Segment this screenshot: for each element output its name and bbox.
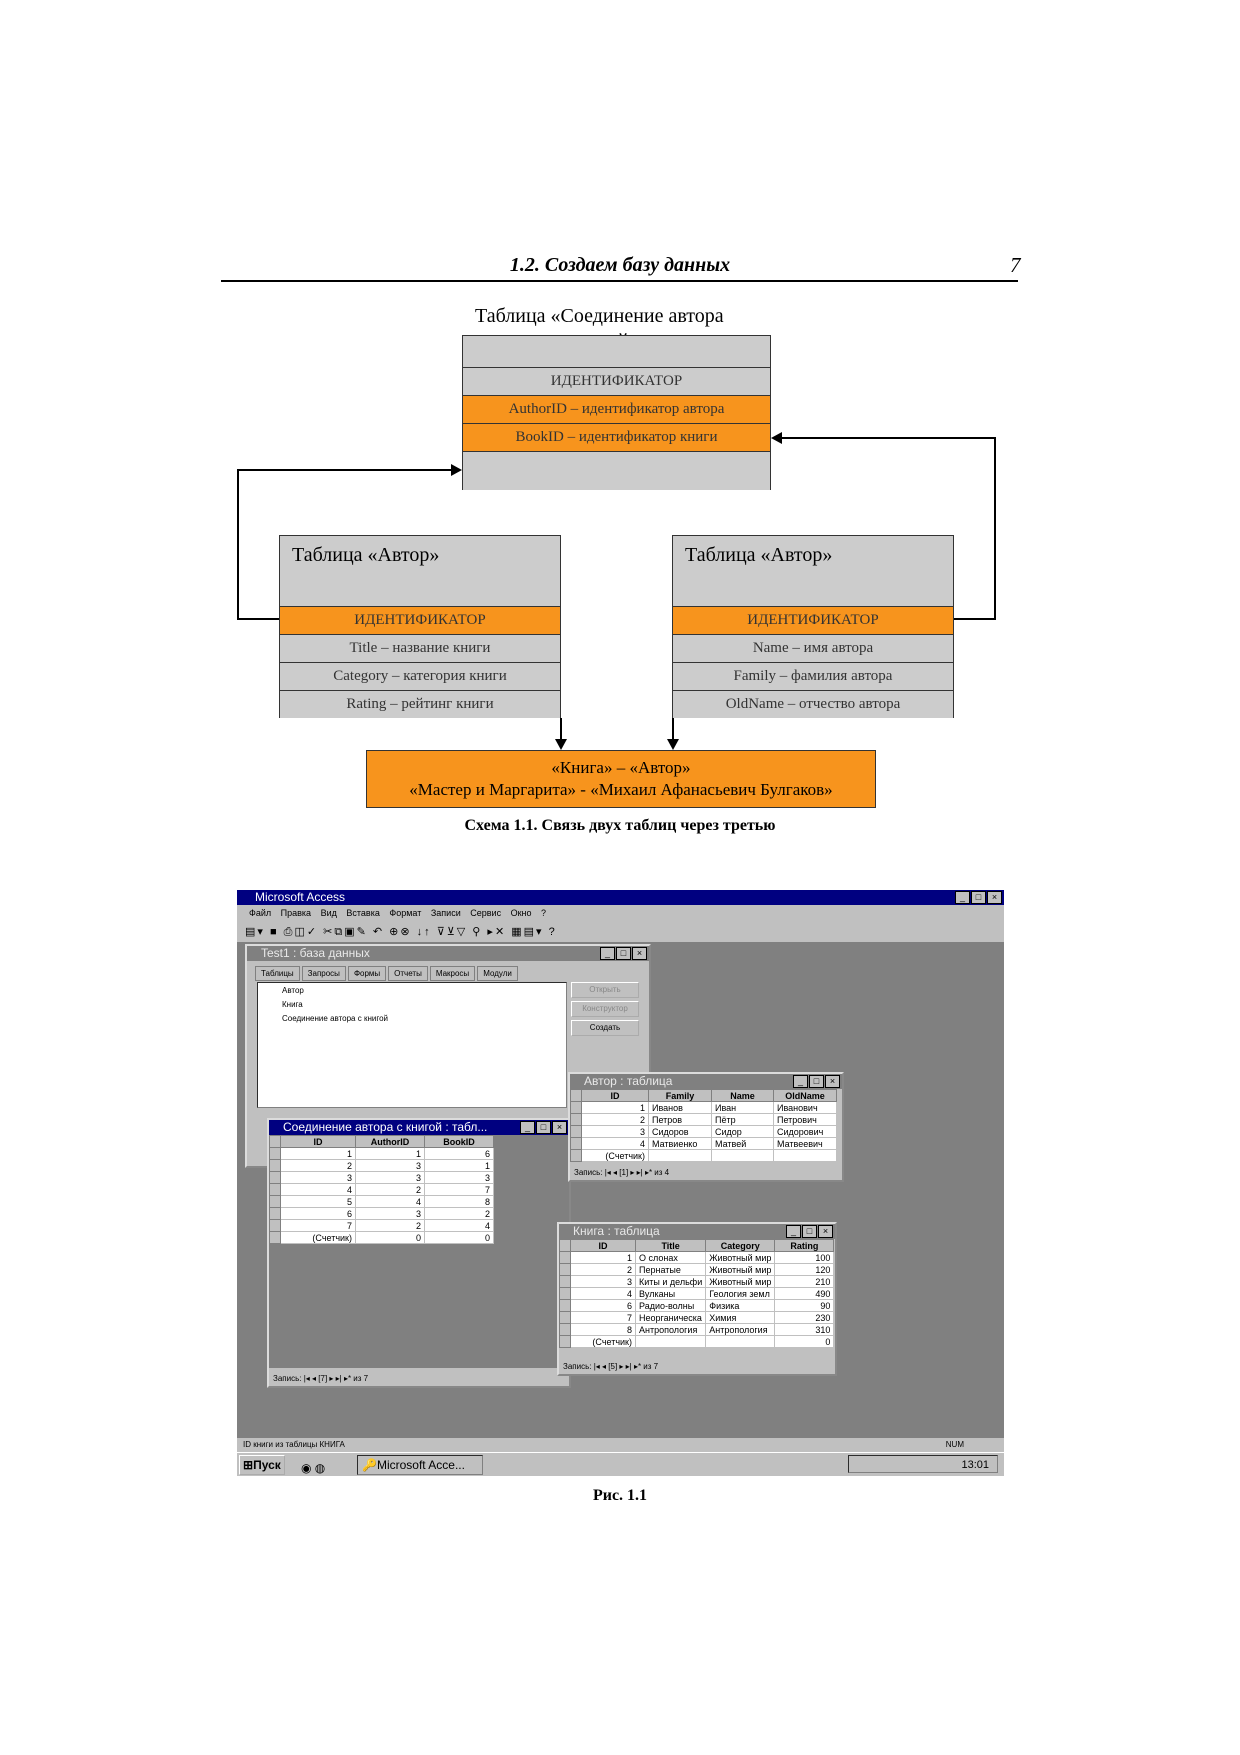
table-cell[interactable]: 0 — [356, 1232, 425, 1244]
table-cell[interactable]: (Счетчик) — [571, 1336, 636, 1348]
start-button[interactable] — [239, 1455, 285, 1475]
table-cell[interactable]: Животный мир — [706, 1252, 775, 1264]
table-cell[interactable]: 1 — [582, 1102, 649, 1114]
result-box — [366, 750, 876, 808]
menu-tools[interactable]: Сервис — [470, 908, 502, 918]
row-selector[interactable] — [571, 1150, 582, 1162]
table-cell[interactable]: 230 — [775, 1312, 834, 1324]
row-selector[interactable] — [560, 1300, 571, 1312]
close-button[interactable]: × — [987, 891, 1002, 904]
app-titlebar — [237, 890, 1004, 905]
table-cell[interactable]: 2 — [582, 1114, 649, 1126]
table-cell[interactable]: Киты и дельфи — [636, 1276, 706, 1288]
table-cell[interactable] — [649, 1150, 712, 1162]
taskbar-access-button[interactable] — [357, 1455, 483, 1475]
col-category[interactable]: Category — [706, 1240, 775, 1252]
left-table-rating-row: Rating – рейтинг книги — [280, 690, 560, 718]
author-max-button[interactable]: □ — [809, 1075, 824, 1088]
table-row[interactable] — [571, 1138, 837, 1150]
page-number: 7 — [1010, 253, 1021, 277]
list-item-link[interactable]: Соединение автора с книгой — [282, 1014, 388, 1023]
table-cell[interactable]: 5 — [281, 1196, 356, 1208]
table-cell[interactable]: 4 — [425, 1220, 494, 1232]
row-selector[interactable] — [560, 1252, 571, 1264]
col-name[interactable]: Name — [712, 1090, 774, 1102]
author-window — [568, 1072, 844, 1182]
connector-left-top — [237, 469, 451, 471]
right-table-family-row: Family – фамилия автора — [673, 662, 953, 690]
table-cell[interactable]: 7 — [571, 1312, 636, 1324]
table-cell[interactable]: Животный мир — [706, 1276, 775, 1288]
connector-right-bottom — [954, 618, 996, 620]
author-min-button[interactable]: _ — [793, 1075, 808, 1088]
windows-logo-icon: ⊞ — [243, 1458, 254, 1472]
col-id[interactable]: ID — [281, 1136, 356, 1148]
connector-right-top — [782, 437, 996, 439]
table-row[interactable] — [571, 1150, 837, 1162]
table-cell[interactable]: Матвей — [712, 1138, 774, 1150]
table-cell[interactable]: Антропология — [636, 1324, 706, 1336]
system-tray — [848, 1455, 998, 1473]
table-cell[interactable]: О слонах — [636, 1252, 706, 1264]
nav-label: Запись: — [563, 1362, 592, 1371]
link-table-box — [462, 335, 771, 490]
row-selector[interactable] — [270, 1172, 281, 1184]
left-table-title-row: Title – название книги — [280, 634, 560, 662]
right-table-oldname-row: OldName – отчество автора — [673, 690, 953, 718]
table-row[interactable] — [270, 1208, 494, 1220]
table-cell[interactable]: 1 — [425, 1160, 494, 1172]
table-cell[interactable]: Животный мир — [706, 1264, 775, 1276]
nav-label: Запись: — [574, 1168, 603, 1177]
link-table-empty-row — [463, 451, 770, 490]
table-cell[interactable]: Физика — [706, 1300, 775, 1312]
quicklaunch-icons[interactable]: ◉ ◍ — [301, 1461, 326, 1475]
table-cell[interactable]: 2 — [281, 1160, 356, 1172]
table-row[interactable] — [270, 1160, 494, 1172]
table-row[interactable] — [560, 1312, 834, 1324]
table-cell[interactable]: 6 — [571, 1300, 636, 1312]
table-cell[interactable]: (Счетчик) — [582, 1150, 649, 1162]
table-cell[interactable]: 6 — [425, 1148, 494, 1160]
col-id[interactable]: ID — [582, 1090, 649, 1102]
tab-modules[interactable]: Модули — [477, 966, 518, 981]
table-row[interactable] — [560, 1288, 834, 1300]
table-cell[interactable]: 310 — [775, 1324, 834, 1336]
table-row[interactable] — [571, 1126, 837, 1138]
table-cell[interactable]: Матвеевич — [774, 1138, 837, 1150]
statusbar — [237, 1438, 1004, 1452]
table-cell[interactable]: 3 — [356, 1160, 425, 1172]
table-row[interactable] — [560, 1300, 834, 1312]
app-title: Microsoft Access — [255, 890, 346, 904]
table-cell[interactable]: 3 — [356, 1172, 425, 1184]
menu-edit[interactable]: Правка — [280, 908, 312, 918]
author-close-button[interactable]: × — [825, 1075, 840, 1088]
table-cell[interactable] — [712, 1150, 774, 1162]
book-min-button[interactable]: _ — [786, 1225, 801, 1238]
link-window-title: Соединение автора с книгой : табл... — [269, 1120, 569, 1135]
arrow-to-authorid — [451, 464, 462, 476]
row-selector[interactable] — [270, 1160, 281, 1172]
connector-right-down — [672, 718, 674, 739]
list-item-book[interactable]: Книга — [282, 1000, 303, 1009]
table-cell[interactable]: 90 — [775, 1300, 834, 1312]
start-label: Пуск — [253, 1458, 281, 1472]
arrow-left-down — [555, 739, 567, 750]
table-cell[interactable]: Антропология — [706, 1324, 775, 1336]
table-row[interactable] — [270, 1220, 494, 1232]
right-table-name-row: Name – имя автора — [673, 634, 953, 662]
table-cell[interactable]: 7 — [425, 1184, 494, 1196]
table-cell[interactable] — [636, 1336, 706, 1348]
maximize-button[interactable]: □ — [971, 891, 986, 904]
book-window — [557, 1222, 837, 1376]
running-header-title: 1.2. Создаем базу данных — [509, 254, 731, 276]
nav-label: Запись: — [273, 1374, 302, 1383]
right-table-id-row: ИДЕНТИФИКАТОР — [673, 606, 953, 634]
table-cell[interactable]: Геология земл — [706, 1288, 775, 1300]
row-selector[interactable] — [560, 1312, 571, 1324]
table-cell[interactable]: 2 — [571, 1264, 636, 1276]
table-cell[interactable]: Радио-волны — [636, 1300, 706, 1312]
open-button[interactable]: Открыть — [571, 982, 639, 998]
link-max-button[interactable]: □ — [536, 1121, 551, 1134]
table-cell[interactable]: 0 — [425, 1232, 494, 1244]
table-cell[interactable]: 7 — [281, 1220, 356, 1232]
left-table-box — [279, 535, 561, 718]
table-cell[interactable]: Вулканы — [636, 1288, 706, 1300]
book-max-button[interactable]: □ — [802, 1225, 817, 1238]
table-cell[interactable]: 490 — [775, 1288, 834, 1300]
nav-current[interactable]: 1 — [621, 1168, 626, 1177]
table-cell[interactable]: Матвиенко — [649, 1138, 712, 1150]
db-close-button[interactable]: × — [632, 947, 647, 960]
connector-left-down — [560, 718, 562, 739]
row-selector[interactable] — [270, 1184, 281, 1196]
menu-insert[interactable]: Вставка — [346, 908, 380, 918]
menu-format[interactable]: Формат — [389, 908, 422, 918]
link-table-id-row: ИДЕНТИФИКАТОР — [463, 367, 770, 395]
access-screenshot — [237, 890, 1004, 1476]
table-cell[interactable]: 2 — [356, 1184, 425, 1196]
row-selector[interactable] — [560, 1324, 571, 1336]
clock: 13:01 — [961, 1459, 989, 1471]
col-id[interactable]: ID — [571, 1240, 636, 1252]
table-cell[interactable]: Иванович — [774, 1102, 837, 1114]
table-cell[interactable] — [774, 1150, 837, 1162]
table-cell[interactable]: 2 — [425, 1208, 494, 1220]
menu-file[interactable]: Файл — [249, 908, 272, 918]
table-cell[interactable]: (Счетчик) — [281, 1232, 356, 1244]
toolbar — [237, 921, 1004, 943]
taskbar — [237, 1452, 1004, 1476]
link-close-button[interactable]: × — [552, 1121, 567, 1134]
table-row[interactable] — [571, 1114, 837, 1126]
connector-left-vertical — [237, 469, 239, 619]
book-grid — [559, 1239, 834, 1348]
table-cell[interactable]: 210 — [775, 1276, 834, 1288]
table-cell[interactable]: Сидорович — [774, 1126, 837, 1138]
table-row[interactable] — [270, 1148, 494, 1160]
status-num: NUM — [945, 1440, 964, 1449]
table-list — [257, 982, 567, 1108]
table-cell[interactable]: 1 — [356, 1148, 425, 1160]
table-row[interactable] — [270, 1172, 494, 1184]
table-cell[interactable]: 1 — [571, 1252, 636, 1264]
table-cell[interactable]: 100 — [775, 1252, 834, 1264]
task-label: Microsoft Acce... — [376, 1458, 465, 1472]
right-table-title: Таблица «Автор» — [685, 544, 833, 566]
row-selector[interactable] — [571, 1102, 582, 1114]
result-line2: «Мастер и Маргарита» - «Михаил Афанасьевич Булгаков» — [409, 780, 833, 799]
table-cell[interactable] — [706, 1336, 775, 1348]
nav-total: из 7 — [643, 1362, 659, 1371]
table-cell[interactable]: 3 — [582, 1126, 649, 1138]
tab-reports[interactable]: Отчеты — [388, 966, 428, 981]
table-cell[interactable]: 6 — [281, 1208, 356, 1220]
table-row[interactable] — [270, 1196, 494, 1208]
header-rule — [221, 280, 1018, 282]
table-cell[interactable]: Иван — [712, 1102, 774, 1114]
result-line1: «Книга» – «Автор» — [551, 758, 691, 777]
table-cell[interactable]: Неорганическа — [636, 1312, 706, 1324]
table-cell[interactable]: 8 — [571, 1324, 636, 1336]
table-cell[interactable]: 1 — [281, 1148, 356, 1160]
author-window-title: Автор : таблица — [570, 1074, 842, 1089]
col-bookid[interactable]: BookID — [425, 1136, 494, 1148]
link-table-bookid-row: BookID – идентификатор книги — [463, 423, 770, 451]
link-grid — [269, 1135, 494, 1244]
menu-view[interactable]: Вид — [320, 908, 337, 918]
row-selector[interactable] — [571, 1114, 582, 1126]
table-cell[interactable]: Сидоров — [649, 1126, 712, 1138]
left-table-id-row: ИДЕНТИФИКАТОР — [280, 606, 560, 634]
tab-queries[interactable]: Запросы — [302, 966, 346, 981]
tab-forms[interactable]: Формы — [348, 966, 386, 981]
connector-left-bottom — [237, 618, 279, 620]
table-cell[interactable]: 3 — [571, 1276, 636, 1288]
author-grid — [570, 1089, 837, 1162]
tab-macros[interactable]: Макросы — [430, 966, 475, 981]
db-min-button[interactable]: _ — [600, 947, 615, 960]
col-title[interactable]: Title — [636, 1240, 706, 1252]
book-close-button[interactable]: × — [818, 1225, 833, 1238]
table-cell[interactable]: Сидор — [712, 1126, 774, 1138]
left-table-category-row: Category – категория книги — [280, 662, 560, 690]
table-cell[interactable]: 3 — [356, 1208, 425, 1220]
nav-total: из 7 — [353, 1374, 369, 1383]
menu-help[interactable]: ? — [541, 908, 547, 918]
toolbar-icons[interactable]: ▤▾ ■ ⎙◫✓ ✂⧉▣✎ ↶ ⊕⊗ ↓↑ ⊽⊻▽ ⚲ ▸✕ ▦▤▾ ? — [245, 926, 557, 938]
table-cell[interactable]: Химия — [706, 1312, 775, 1324]
table-row[interactable] — [560, 1276, 834, 1288]
row-selector[interactable] — [560, 1276, 571, 1288]
table-cell[interactable]: Пернатые — [636, 1264, 706, 1276]
row-selector[interactable] — [270, 1220, 281, 1232]
list-item-author[interactable]: Автор — [282, 986, 304, 995]
access-icon: 🔑 — [362, 1458, 377, 1472]
col-family[interactable]: Family — [649, 1090, 712, 1102]
table-cell[interactable]: 3 — [425, 1172, 494, 1184]
table-row[interactable] — [270, 1184, 494, 1196]
table-cell[interactable]: 0 — [775, 1336, 834, 1348]
row-selector[interactable] — [560, 1288, 571, 1300]
author-record-nav[interactable]: Запись: |◂ ◂ [1] ▸ ▸| ▸* из 4 — [574, 1168, 670, 1177]
row-selector[interactable] — [571, 1138, 582, 1150]
figure-caption: Рис. 1.1 — [592, 1487, 648, 1504]
menu-window[interactable]: Окно — [510, 908, 532, 918]
link-table-title-line1: Таблица «Соединение автора — [475, 305, 724, 327]
nav-current[interactable]: 7 — [320, 1374, 325, 1383]
create-button[interactable]: Создать — [571, 1020, 639, 1036]
menu-records[interactable]: Записи — [430, 908, 461, 918]
db-max-button[interactable]: □ — [616, 947, 631, 960]
table-row[interactable] — [560, 1252, 834, 1264]
db-window-title: Test1 : база данных — [247, 946, 649, 961]
row-selector[interactable] — [270, 1232, 281, 1244]
table-cell[interactable]: 4 — [571, 1288, 636, 1300]
table-cell[interactable]: Иванов — [649, 1102, 712, 1114]
link-table-authorid-row: AuthorID – идентификатор автора — [463, 395, 770, 423]
table-row[interactable] — [560, 1264, 834, 1276]
nav-current[interactable]: 5 — [610, 1362, 615, 1371]
row-selector[interactable] — [270, 1208, 281, 1220]
status-text: ID книги из таблицы КНИГА — [243, 1440, 345, 1449]
link-table-window — [267, 1118, 571, 1388]
table-cell[interactable]: 3 — [281, 1172, 356, 1184]
minimize-button[interactable]: _ — [955, 891, 970, 904]
row-selector[interactable] — [270, 1148, 281, 1160]
scheme-caption: Схема 1.1. Связь двух таблиц через третью — [464, 817, 776, 834]
table-row[interactable] — [560, 1324, 834, 1336]
table-cell[interactable]: 4 — [356, 1196, 425, 1208]
book-window-title: Книга : таблица — [559, 1224, 835, 1239]
connector-right-vertical — [994, 437, 996, 619]
row-selector[interactable] — [560, 1264, 571, 1276]
book-record-nav[interactable]: Запись: |◂ ◂ [5] ▸ ▸| ▸* из 7 — [563, 1362, 659, 1371]
menubar — [237, 905, 1004, 921]
table-cell[interactable]: 4 — [281, 1184, 356, 1196]
col-rating[interactable]: Rating — [775, 1240, 834, 1252]
col-oldname[interactable]: OldName — [774, 1090, 837, 1102]
right-table-box — [672, 535, 954, 718]
table-row[interactable] — [270, 1232, 494, 1244]
left-table-title: Таблица «Автор» — [292, 544, 440, 566]
nav-total: из 4 — [654, 1168, 670, 1177]
table-cell[interactable]: 8 — [425, 1196, 494, 1208]
tab-tables[interactable]: Таблицы — [255, 966, 300, 981]
link-min-button[interactable]: _ — [520, 1121, 535, 1134]
arrow-right-down — [667, 739, 679, 750]
table-cell[interactable]: Петров — [649, 1114, 712, 1126]
table-cell[interactable]: 2 — [356, 1220, 425, 1232]
col-authorid[interactable]: AuthorID — [356, 1136, 425, 1148]
table-cell[interactable]: Петрович — [774, 1114, 837, 1126]
table-cell[interactable]: Пётр — [712, 1114, 774, 1126]
link-record-nav[interactable]: Запись: |◂ ◂ [7] ▸ ▸| ▸* из 7 — [273, 1374, 369, 1383]
row-selector[interactable] — [560, 1336, 571, 1348]
db-tabs — [255, 966, 518, 981]
design-button[interactable]: Конструктор — [571, 1001, 639, 1017]
table-cell[interactable]: 120 — [775, 1264, 834, 1276]
table-row[interactable] — [560, 1336, 834, 1348]
arrow-to-bookid — [771, 432, 782, 444]
row-selector[interactable] — [571, 1126, 582, 1138]
row-selector[interactable] — [270, 1196, 281, 1208]
table-cell[interactable]: 4 — [582, 1138, 649, 1150]
table-row[interactable] — [571, 1102, 837, 1114]
